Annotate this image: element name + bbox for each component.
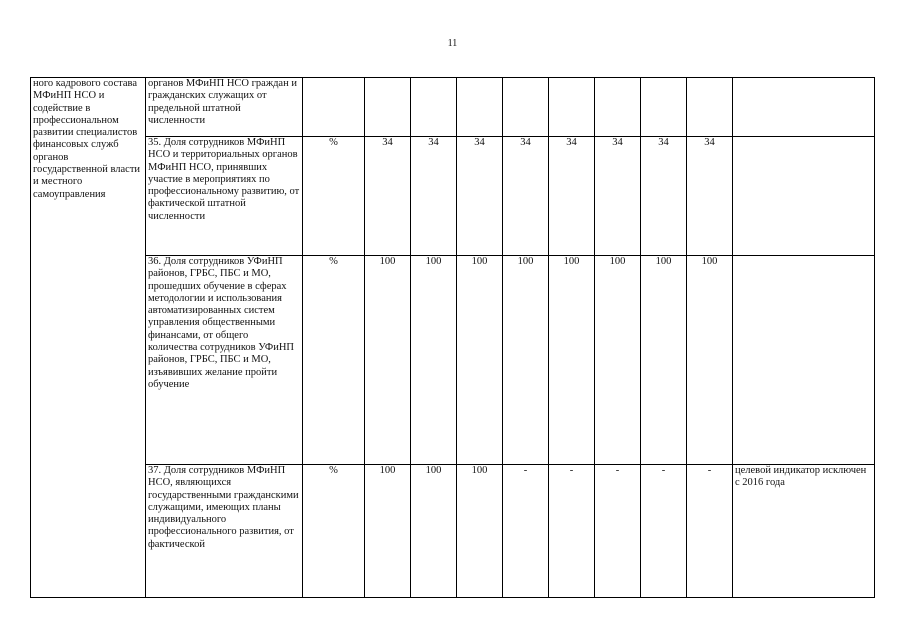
indicator-cell: 35. Доля сотрудников МФиНП НСО и территориальных органов МФиНП НСО, принявших участие в мероприятиях по профессиональному развитию, от фактической штатной численности <box>146 137 303 256</box>
unit-cell: % <box>303 137 365 256</box>
value-cell: 34 <box>595 137 641 256</box>
value-cell <box>411 78 457 137</box>
unit-cell: % <box>303 256 365 465</box>
table-row <box>31 78 875 137</box>
value-cell: 100 <box>365 465 411 598</box>
value-cell: 34 <box>365 137 411 256</box>
goal-cell: ного кадрового состава МФиНП НСО и содействие в профессиональном развитии специалистов финансовых служб органов государственной власти и местного самоуправления <box>31 78 146 598</box>
value-cell: - <box>595 465 641 598</box>
value-cell <box>549 78 595 137</box>
value-cell <box>641 78 687 137</box>
value-cell: 100 <box>411 256 457 465</box>
value-cell: 100 <box>503 256 549 465</box>
table-row <box>31 465 875 598</box>
value-cell: 34 <box>411 137 457 256</box>
value-cell: - <box>687 465 733 598</box>
value-cell: 100 <box>641 256 687 465</box>
value-cell: 100 <box>457 465 503 598</box>
value-cell: 100 <box>365 256 411 465</box>
table-row <box>31 137 875 256</box>
value-cell: 34 <box>687 137 733 256</box>
value-cell: 100 <box>457 256 503 465</box>
value-cell: 34 <box>641 137 687 256</box>
value-cell: 100 <box>595 256 641 465</box>
value-cell <box>595 78 641 137</box>
value-cell: - <box>641 465 687 598</box>
indicator-cell: 36. Доля сотрудников УФиНП районов, ГРБС, ПБС и МО, прошедших обучение в сферах методологии и использования автоматизированных систем управления общественными финансами, от общего количества сотрудников УФиНП районов, ГРБС, ПБС и МО, изъявивших желание пройти обучение <box>146 256 303 465</box>
value-cell <box>365 78 411 137</box>
indicator-cell: органов МФиНП НСО граждан и гражданских служащих от предельной штатной численности <box>146 78 303 137</box>
value-cell <box>687 78 733 137</box>
note-cell <box>733 137 875 256</box>
unit-cell: % <box>303 465 365 598</box>
value-cell: - <box>549 465 595 598</box>
page-number: 11 <box>447 38 458 49</box>
value-cell: 34 <box>457 137 503 256</box>
value-cell <box>503 78 549 137</box>
value-cell: - <box>503 465 549 598</box>
value-cell: 100 <box>687 256 733 465</box>
table-row <box>31 256 875 465</box>
value-cell: 100 <box>411 465 457 598</box>
value-cell: 100 <box>549 256 595 465</box>
indicator-cell: 37. Доля сотрудников МФиНП НСО, являющихся государственными гражданскими служащими, имеющих планы индивидуального профессионального развития, от фактической <box>146 465 303 598</box>
note-cell <box>733 256 875 465</box>
value-cell <box>457 78 503 137</box>
note-cell: целевой индикатор исключен с 2016 года <box>733 465 875 598</box>
value-cell: 34 <box>503 137 549 256</box>
note-cell <box>733 78 875 137</box>
indicators-table <box>30 77 875 598</box>
unit-cell <box>303 78 365 137</box>
value-cell: 34 <box>549 137 595 256</box>
